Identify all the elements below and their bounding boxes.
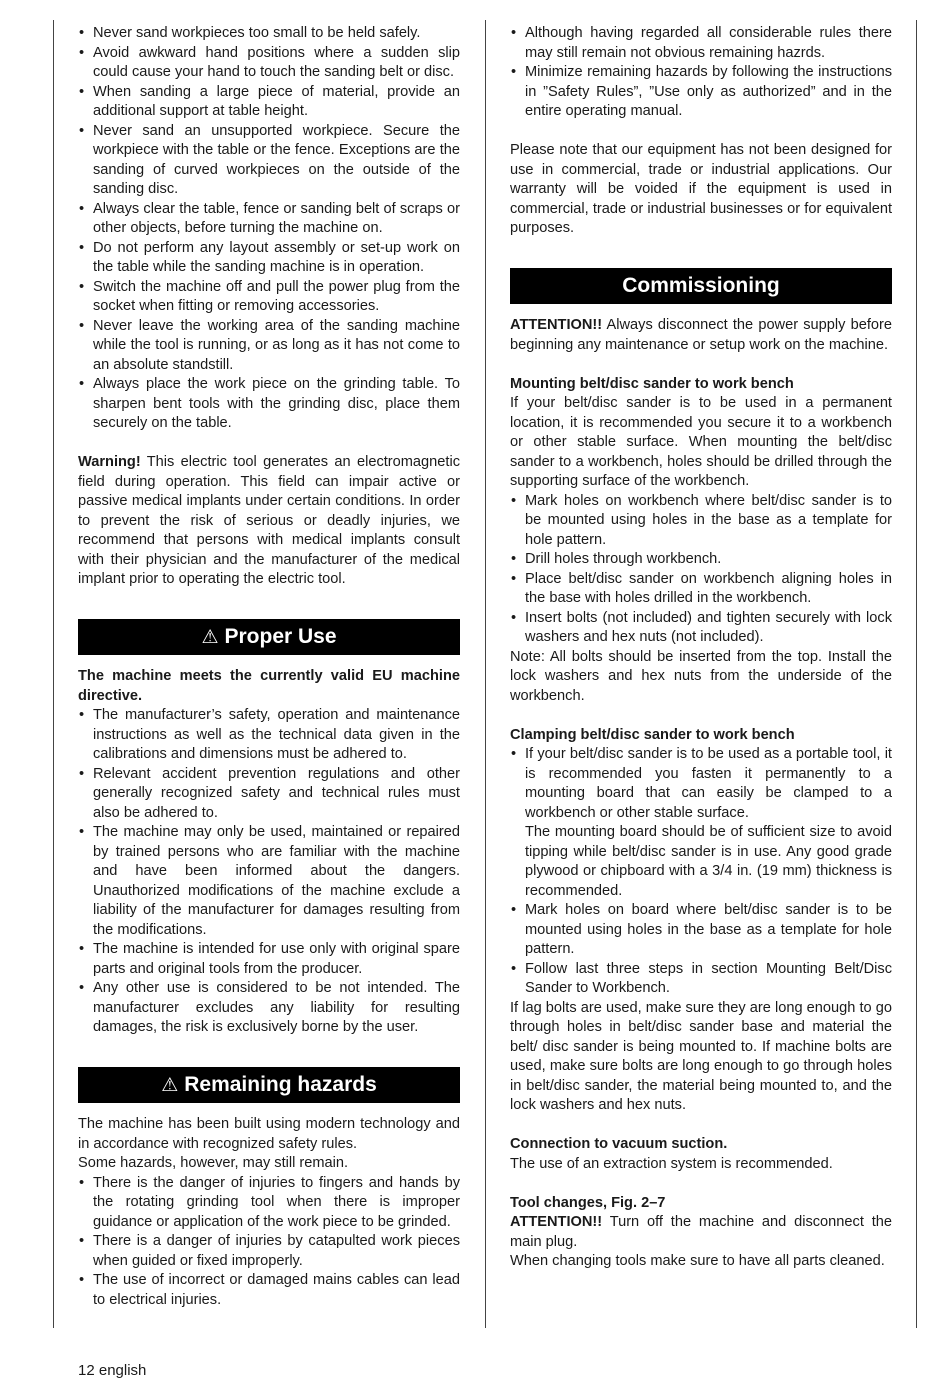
list-item: • The machine may only be used, maintained or repaired by trained persons who are familiar with the machine and have been informed about the dangers. Unauthorized modifications of the machine exclude a liability of the manufacturer for damages resulting from the modifications. (78, 823, 460, 940)
list-item: • Never leave the working area of the sanding machine while the tool is running, or as long as it has not come to an absolute standstill. (78, 317, 460, 376)
list-item: • Any other use is considered to be not intended. The manufacturer excludes any liability for resulting damages, the risk is exclusively borne by the user. (78, 979, 460, 1038)
list-item: • Always clear the table, fence or sanding belt of scraps or other objects, before turning the machine on. (78, 200, 460, 239)
page-footer: 12 english (78, 1362, 147, 1379)
remaining-hazards-list (78, 1174, 460, 1311)
list-item: • Follow last three steps in section Mounting Belt/Disc Sander to Workbench. (510, 960, 892, 999)
list-item: • The use of incorrect or damaged mains cables can lead to electrical injuries. (78, 1271, 460, 1310)
list-item: • Never sand workpieces too small to be held safely. (78, 24, 460, 44)
commissioning-title: Commissioning (622, 274, 780, 297)
list-item (510, 745, 892, 901)
proper-use-title: Proper Use (224, 625, 337, 648)
warning-label: Warning! (78, 454, 141, 470)
list-item: • Mark holes on board where belt/disc sander is to be mounted using holes in the base as a template for hole pattern. (510, 901, 892, 960)
clamping-step-1b: The mounting board should be of sufficient size to avoid tipping while belt/disc sander is in use. Any good grade plywood or chipboard with a 3/4 in. (19 mm) thickness is recommended. (525, 824, 892, 899)
remaining-hazards-heading (78, 1067, 460, 1103)
list-item: • When sanding a large piece of material, provide an additional support at table height. (78, 83, 460, 122)
list-item: • Mark holes on workbench where belt/disc sander is to be mounted using holes in the base as a template for hole pattern. (510, 492, 892, 551)
vacuum-subheading: Connection to vacuum suction. (510, 1136, 728, 1152)
list-item: • Insert bolts (not included) and tighten securely with lock washers and hex nuts (not included). (510, 609, 892, 648)
commissioning-heading (510, 268, 892, 304)
list-item: • Although having regarded all considerable rules there may still remain not obvious remaining hazrds. (510, 24, 892, 63)
warning-text: This electric tool generates an electromagnetic field during operation. This field can impair active or passive medical implants under certain conditions. In order to prevent the risk of serious or deadly injuries, we recommend that persons with medical implants consult with their physician and the manufacturer of the medical implant prior to operating the electric tool. (78, 454, 460, 587)
mounting-paragraph: If your belt/disc sander is to be used in a permanent location, it is recommended you secure it to a workbench or other stable surface. When mounting the belt/disc sander to a workbench, holes should be drilled through the supporting surface of the workbench. (510, 395, 892, 489)
warning-triangle-icon: ⚠ (201, 627, 219, 648)
tool-attention-label: ATTENTION!! (510, 1214, 603, 1230)
remaining-intro-2: Some hazards, however, may still remain. (78, 1155, 349, 1171)
tool-attention-paragraph (510, 1213, 892, 1252)
center-divider-rule (485, 20, 486, 1328)
vacuum-paragraph: The use of an extraction system is recommended. (510, 1155, 833, 1172)
clamping-step-1a: • If your belt/disc sander is to be used as a portable tool, it is recommended you fasten it permanently to a mounting board that can easily be clamped to a workbench or other stable surface. (525, 746, 892, 821)
list-item: • Drill holes through workbench. (510, 550, 892, 570)
clamping-steps-list (510, 745, 892, 999)
attention-text: Always disconnect the power supply before beginning any maintenance or setup work on the machine. (510, 317, 892, 353)
left-margin-rule (53, 20, 54, 1328)
list-item: • Place belt/disc sander on workbench aligning holes in the base with holes drilled in the workbench. (510, 570, 892, 609)
attention-label: ATTENTION!! (510, 317, 603, 333)
remaining-intro: The machine has been built using modern technology and in accordance with recognized safety rules. (78, 1116, 460, 1152)
proper-use-heading (78, 619, 460, 655)
remaining-hazards-title: Remaining hazards (184, 1073, 377, 1096)
proper-use-list (78, 706, 460, 1038)
safety-bullet-list (78, 24, 460, 434)
list-item: • Do not perform any layout assembly or set-up work on the table while the sanding machine is in operation. (78, 239, 460, 278)
list-item: • Always place the work piece on the grinding table. To sharpen bent tools with the grinding disc, place them securely on the table. (78, 375, 460, 434)
list-item: • Never sand an unsupported workpiece. Secure the workpiece with the table or the fence. Exceptions are the sanding of curved workpieces on the outside of the sanding disc. (78, 122, 460, 200)
mounting-subheading: Mounting belt/disc sander to work bench (510, 375, 794, 392)
right-margin-rule (916, 20, 917, 1328)
equipment-note-paragraph: Please note that our equipment has not been designed for use in commercial, trade or industrial applications. Our warranty will be voided if the equipment is used in commercial, trade or industrial businesses or for equivalent purposes. (510, 142, 892, 236)
mounting-note: Note: All bolts should be inserted from the top. Install the lock washers and hex nuts from the underside of the workbench. (510, 648, 892, 704)
hazards-continued-list (510, 24, 892, 122)
right-column (510, 24, 892, 1272)
tool-changes-paragraph: When changing tools make sure to have all parts cleaned. (510, 1253, 885, 1269)
list-item: • There is the danger of injuries to fingers and hands by the rotating grinding tool when there is improper guidance or application of the work piece to be grinded. (78, 1174, 460, 1233)
list-item: • There is a danger of injuries by catapulted work pieces when guided or fixed improperly. (78, 1232, 460, 1271)
mounting-steps-list (510, 492, 892, 648)
attention-paragraph (510, 316, 892, 355)
list-item: • Avoid awkward hand positions where a sudden slip could cause your hand to touch the sanding belt or disc. (78, 44, 460, 83)
list-item: • The machine is intended for use only with original spare parts and original tools from the producer. (78, 940, 460, 979)
warning-paragraph (78, 453, 460, 590)
tool-attention-text: Turn off the machine and disconnect the main plug. (510, 1214, 892, 1250)
tool-changes-subheading: Tool changes, Fig. 2–7 (510, 1194, 666, 1211)
lag-bolts-paragraph: If lag bolts are used, make sure they are long enough to go through holes in belt/disc sander base and material the belt/ disc sander is being mounted to. If machine bolts are used, make sure bolts are long enough to go through holes in belt/disc sander, the material being mounted to, and the lock washers and hex nuts. (510, 999, 892, 1113)
proper-use-intro: The machine meets the currently valid EU machine directive. (78, 668, 460, 704)
warning-triangle-icon: ⚠ (161, 1075, 179, 1096)
list-item: • Switch the machine off and pull the power plug from the socket when fitting or removing accessories. (78, 278, 460, 317)
left-column (78, 24, 460, 1310)
list-item: • Relevant accident prevention regulations and other generally recognized safety and technical rules must also be adhered to. (78, 765, 460, 824)
list-item: • Minimize remaining hazards by following the instructions in ”Safety Rules”, ”Use only as authorized” and in the entire operating manual. (510, 63, 892, 122)
clamping-subheading: Clamping belt/disc sander to work bench (510, 726, 795, 743)
list-item: • The manufacturer’s safety, operation and maintenance instructions as well as the technical data given in the calibrations and dimensions must be adhered to. (78, 706, 460, 765)
